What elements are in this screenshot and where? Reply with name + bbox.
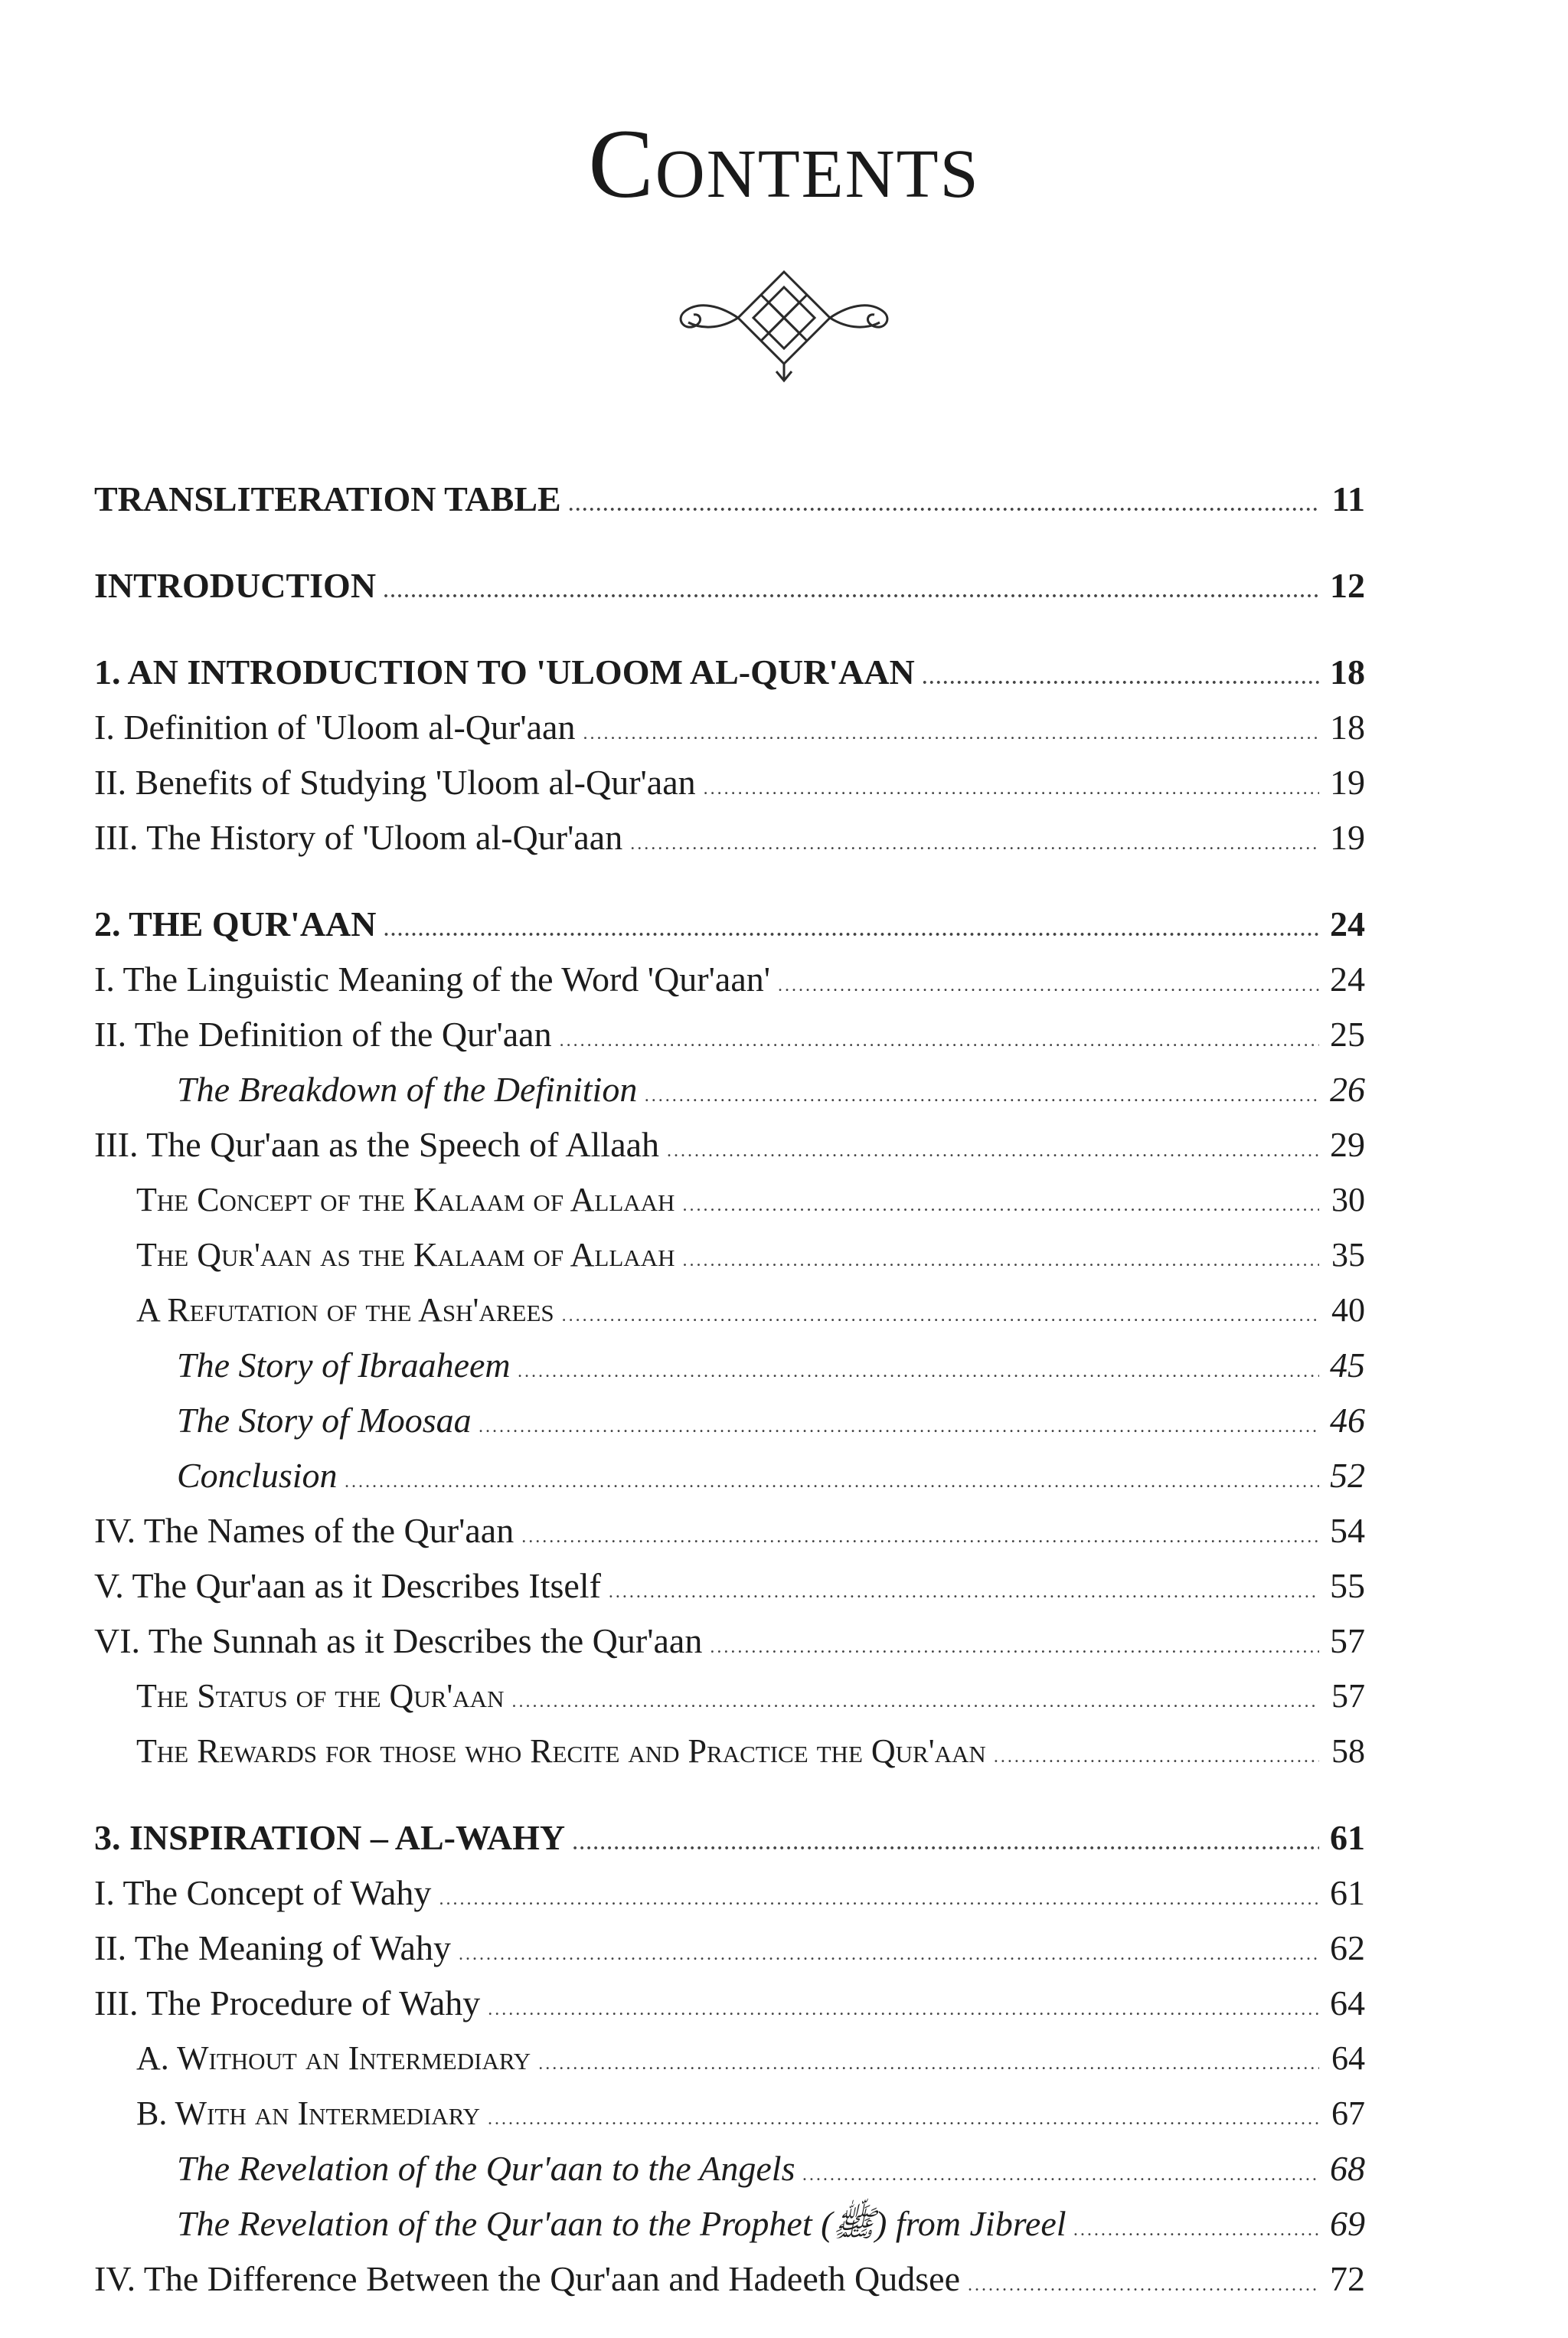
- dot-leader: [778, 959, 1319, 1012]
- toc-entry-page: 61: [1330, 1818, 1365, 1857]
- toc-entry-chapter-2[interactable]: [94, 898, 1365, 951]
- toc-entry[interactable]: [94, 1118, 1365, 1172]
- toc-entry-title: B. With an Intermediary: [136, 2094, 481, 2132]
- dot-leader: [682, 1179, 1319, 1232]
- toc-entry[interactable]: [94, 1063, 1365, 1117]
- dot-leader: [488, 2092, 1319, 2146]
- dot-leader: [560, 1014, 1319, 1068]
- dot-leader: [704, 762, 1319, 816]
- toc-entry[interactable]: [94, 1173, 1365, 1227]
- toc-entry-title: III. The Procedure of Wahy: [94, 1983, 481, 2022]
- toc-entry-title: I. The Linguistic Meaning of the Word 'Qur'aan': [94, 960, 771, 999]
- toc-entry-title: The Revelation of the Qur'aan to the Angels: [177, 2149, 795, 2188]
- toc-entry-title: II. The Meaning of Wahy: [94, 1928, 451, 1967]
- dot-leader: [630, 817, 1319, 871]
- toc-entry-page: 12: [1330, 566, 1365, 605]
- toc-entry-page: 67: [1331, 2094, 1365, 2132]
- toc-entry-title: I. Definition of 'Uloom al-Qur'aan: [94, 708, 576, 747]
- toc-entry-page: 68: [1330, 2149, 1365, 2188]
- toc-entry-page: 19: [1330, 818, 1365, 857]
- toc-entry-chapter-3[interactable]: [94, 1811, 1365, 1865]
- toc-entry-chapter-1[interactable]: [94, 646, 1365, 699]
- toc-entry[interactable]: [94, 1283, 1365, 1337]
- toc-entry[interactable]: [94, 1504, 1365, 1558]
- toc-entry[interactable]: [94, 1228, 1365, 1282]
- toc-entry-page: 57: [1331, 1677, 1365, 1715]
- toc-entry-page: 25: [1330, 1015, 1365, 1054]
- toc-entry-title: V. The Qur'aan as it Describes Itself: [94, 1566, 601, 1605]
- toc-entry-title: Conclusion: [177, 1456, 338, 1495]
- toc-entry[interactable]: [94, 811, 1365, 865]
- toc-entry[interactable]: [94, 2142, 1365, 2196]
- dot-leader: [562, 1289, 1319, 1342]
- toc-entry[interactable]: [94, 953, 1365, 1006]
- toc-entry-title: II. Benefits of Studying 'Uloom al-Qur'aan: [94, 763, 696, 802]
- dot-leader: [645, 1069, 1319, 1123]
- toc-entry-title: TRANSLITERATION TABLE: [94, 479, 561, 518]
- toc-entry-page: 69: [1330, 2204, 1365, 2243]
- toc-entry-page: 61: [1330, 1873, 1365, 1912]
- toc-entry-title: II. The Definition of the Qur'aan: [94, 1015, 552, 1054]
- toc-entry-title: VI. The Sunnah as it Describes the Qur'aan: [94, 1621, 703, 1660]
- dot-leader: [569, 479, 1319, 532]
- toc-entry-page: 57: [1330, 1621, 1365, 1660]
- dot-leader: [573, 1817, 1319, 1871]
- toc-entry-introduction[interactable]: [94, 559, 1365, 613]
- toc-entry-page: 64: [1330, 1983, 1365, 2022]
- toc-entry-title: III. The Qur'aan as the Speech of Allaah: [94, 1125, 660, 1164]
- toc-entry[interactable]: [94, 2197, 1365, 2251]
- toc-entry-title: IV. The Difference Between the Qur'aan and Hadeeth Qudsee: [94, 2259, 960, 2298]
- dot-leader: [345, 1455, 1319, 1509]
- toc-entry-page: 64: [1331, 2039, 1365, 2077]
- dot-leader: [923, 652, 1319, 705]
- dot-leader: [479, 1400, 1319, 1453]
- toc-entry-title: 1. AN INTRODUCTION TO 'ULOOM AL-QUR'AAN: [94, 652, 915, 692]
- toc-entry-page: 52: [1330, 1456, 1365, 1495]
- toc-entry-page: 55: [1330, 1566, 1365, 1605]
- toc-entry-title: A. Without an Intermediary: [136, 2039, 531, 2077]
- toc-entry-title: A Refutation of the Ash'arees: [136, 1291, 554, 1329]
- dot-leader: [511, 1675, 1319, 1728]
- toc-entry-page: 29: [1330, 1125, 1365, 1164]
- toc-entry[interactable]: [94, 1977, 1365, 2030]
- toc-entry-title: 3. INSPIRATION – AL-WAHY: [94, 1818, 566, 1857]
- toc-entry-title: The Qur'aan as the Kalaam of Allaah: [136, 1236, 675, 1274]
- dot-leader: [667, 1124, 1319, 1178]
- dot-leader: [384, 904, 1319, 957]
- toc-entry-title: The Story of Moosaa: [177, 1401, 472, 1440]
- toc-entry-page: 24: [1330, 960, 1365, 999]
- toc-entry-page: 46: [1330, 1401, 1365, 1440]
- toc-entry[interactable]: [94, 1559, 1365, 1613]
- toc-entry-page: 18: [1330, 708, 1365, 747]
- toc-entry-title: The Concept of the Kalaam of Allaah: [136, 1181, 675, 1218]
- toc-entry-title: 2. THE QUR'AAN: [94, 904, 377, 943]
- toc-entry-title: The Rewards for those who Recite and Practice the Qur'aan: [136, 1732, 986, 1770]
- toc-entry[interactable]: [94, 1614, 1365, 1668]
- toc-entry-transliteration[interactable]: [94, 473, 1365, 526]
- toc-entry-page: 58: [1331, 1732, 1365, 1770]
- toc-entry[interactable]: [94, 756, 1365, 809]
- toc-entry-page: 24: [1330, 904, 1365, 943]
- toc-entry-page: 62: [1330, 1928, 1365, 1967]
- table-of-contents: [94, 0, 1365, 2338]
- toc-entry-title: The Breakdown of the Definition: [177, 1070, 638, 1109]
- toc-entry-page: 19: [1330, 763, 1365, 802]
- dot-leader: [682, 1234, 1319, 1287]
- toc-entry[interactable]: [94, 1394, 1365, 1447]
- toc-entry-title: IV. The Names of the Qur'aan: [94, 1511, 514, 1550]
- toc-entry-page: 26: [1330, 1070, 1365, 1109]
- dot-leader: [384, 565, 1319, 619]
- toc-entry[interactable]: [94, 1669, 1365, 1723]
- dot-leader: [1074, 2203, 1319, 2257]
- toc-entry-page: 35: [1331, 1236, 1365, 1274]
- toc-entry[interactable]: [94, 1921, 1365, 1975]
- page-title: Contents: [588, 110, 980, 218]
- dot-leader: [521, 1510, 1319, 1564]
- toc-entry-page: 11: [1331, 479, 1365, 518]
- toc-entry[interactable]: [94, 1008, 1365, 1061]
- toc-entry-page: 30: [1331, 1181, 1365, 1218]
- dot-leader: [518, 1345, 1319, 1398]
- toc-entry-title: INTRODUCTION: [94, 566, 377, 605]
- toc-entry[interactable]: [94, 2032, 1365, 2085]
- toc-entry-page: 54: [1330, 1511, 1365, 1550]
- toc-entry-page: 72: [1330, 2259, 1365, 2298]
- dot-leader: [459, 1928, 1319, 1981]
- dot-leader: [583, 707, 1319, 760]
- toc-entry-title: The Revelation of the Qur'aan to the Prophet (ﷺ) from Jibreel: [177, 2204, 1067, 2243]
- dot-leader: [710, 1620, 1319, 1674]
- toc-entry[interactable]: [94, 1449, 1365, 1503]
- toc-entry[interactable]: [94, 701, 1365, 754]
- toc-entry[interactable]: [94, 1866, 1365, 1920]
- toc-entry-page: 40: [1331, 1291, 1365, 1329]
- dot-leader: [439, 1872, 1319, 1926]
- toc-entry-page: 18: [1330, 652, 1365, 692]
- toc-entry-title: I. The Concept of Wahy: [94, 1873, 432, 1912]
- toc-entry[interactable]: [94, 2087, 1365, 2140]
- dot-leader: [968, 2258, 1319, 2312]
- toc-entry[interactable]: [94, 2252, 1365, 2306]
- dot-leader: [488, 1983, 1319, 2036]
- toc-entry[interactable]: [94, 1339, 1365, 1392]
- dot-leader: [538, 2037, 1319, 2091]
- dot-leader: [994, 1730, 1319, 1784]
- toc-entry-title: The Status of the Qur'aan: [136, 1677, 505, 1715]
- toc-entry-page: 45: [1330, 1346, 1365, 1385]
- toc-entry[interactable]: [94, 1725, 1365, 1778]
- toc-entry-title: The Story of Ibraaheem: [177, 1346, 511, 1385]
- toc-entry-title: III. The History of 'Uloom al-Qur'aan: [94, 818, 623, 857]
- dot-leader: [802, 2148, 1319, 2202]
- dot-leader: [609, 1565, 1319, 1619]
